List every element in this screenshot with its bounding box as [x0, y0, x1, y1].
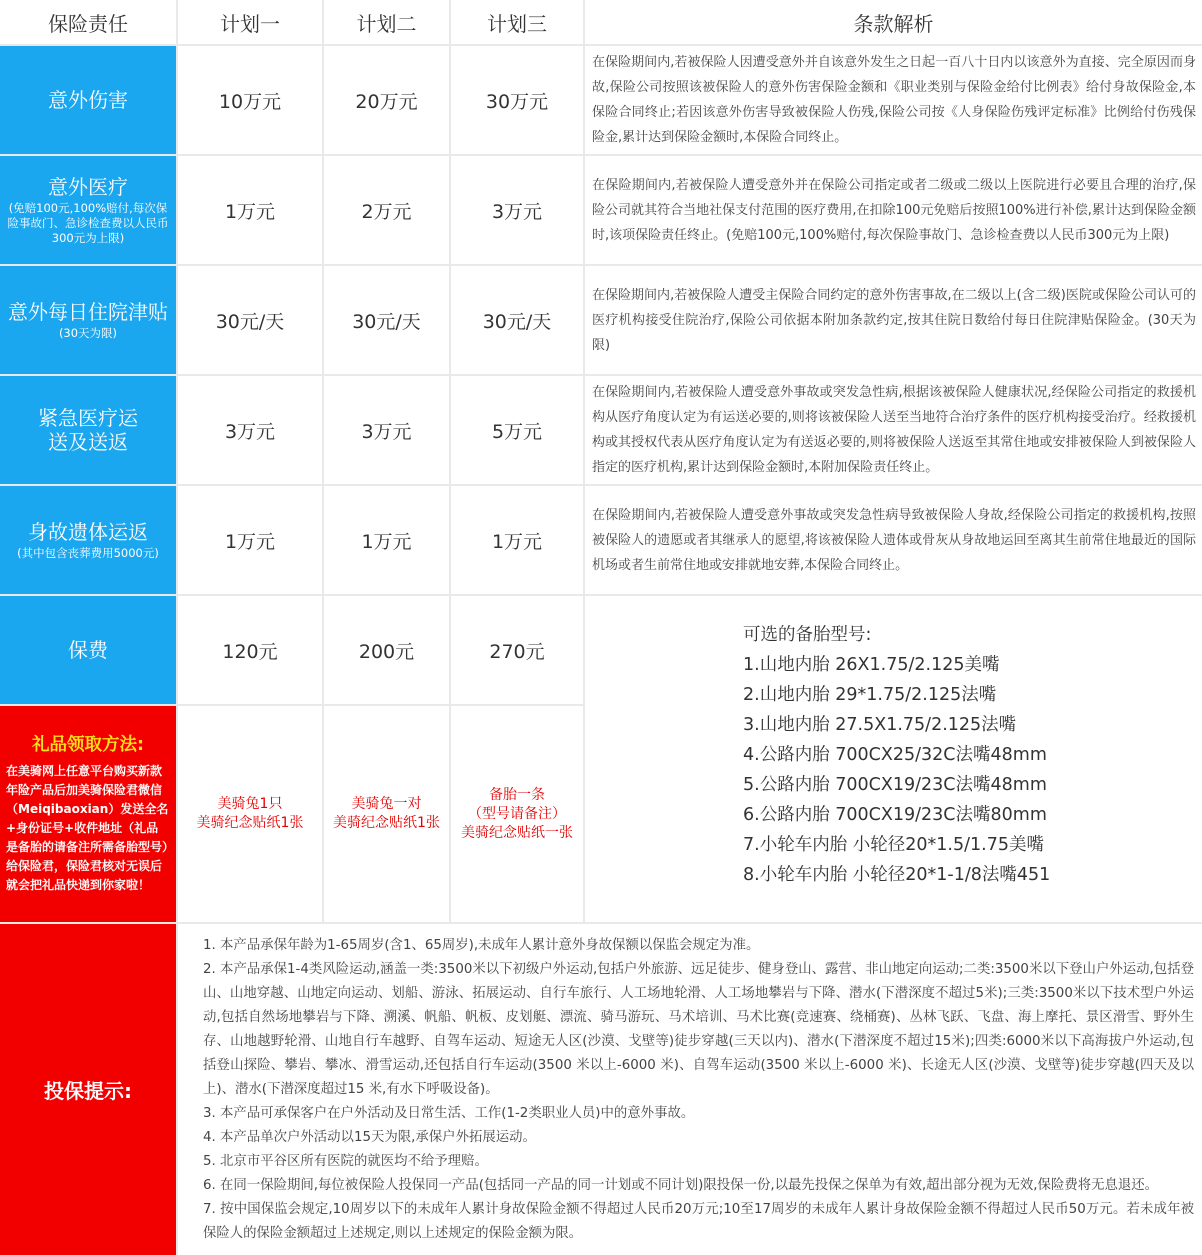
spare-tire-options — [585, 596, 1202, 922]
spare-tire-title: 可选的备胎型号: — [743, 625, 872, 645]
plan-1-value: 10万元 — [178, 46, 322, 154]
insurance-tips — [178, 924, 1202, 1255]
plan-3-value: 30万元 — [451, 46, 583, 154]
plan-3-value: 3万元 — [451, 156, 583, 264]
spare-tire-item: 2.山地内胎 29*1.75/2.125法嘴 — [743, 685, 997, 705]
spare-tire-item: 5.公路内胎 700CX19/23C法嘴48mm — [743, 775, 1047, 795]
tip-line: 5. 北京市平谷区所有医院的就医均不给予理赔。 — [203, 1153, 488, 1169]
tip-line: 6. 在同一保险期间,每位被保险人投保同一产品(包括同一产品的同一计划或不同计划)限投保一份,以最先投保之保单为有效,超出部分视为无效,保险费将无息退还。 — [203, 1177, 1159, 1193]
coverage-remains-repatriation — [0, 486, 176, 594]
gift-line: 美骑兔一对 — [351, 796, 422, 812]
tips-title: 投保提示: — [44, 1079, 132, 1103]
coverage-title: 意外每日住院津贴 — [8, 299, 168, 324]
clause-description — [585, 376, 1202, 484]
header-plan-3: 计划三 — [451, 0, 583, 44]
plan-3-value: 5万元 — [451, 376, 583, 484]
clause-text: 在保险期间内,若被保险人遭受意外并在保险公司指定或者二级或二级以上医院进行必要且合理的治疗,保险公司就其符合当地社保支付范围的医疗费用,在扣除100元免赔后按照100%进行补偿,累计达到保险金额时,该项保险责任终止。(免赔100元,100%赔付,每次保险事故门、急诊检查费以人民币300元为上限) — [592, 177, 1196, 243]
coverage-title: 意外伤害 — [48, 88, 128, 112]
spare-tire-item: 3.山地内胎 27.5X1.75/2.125法嘴 — [743, 715, 1017, 735]
spare-tire-item: 1.山地内胎 26X1.75/2.125美嘴 — [743, 655, 1000, 675]
gift-line: 备胎一条 — [489, 786, 545, 803]
plan-2-value: 1万元 — [324, 486, 449, 594]
clause-text: 在保险期间内,若被保险人因遭受意外并自该意外发生之日起一百八十日内以该意外为直接、完全原因而身故,保险公司按照该被保险人的意外伤害保险金额和《职业类别与保险金给付比例表》给付身故保险金,本保险合同终止;若因该意外伤害导致被保险人伤残,保险公司按《人身保险伤残评定标准》比例给付伤残保险金,累计达到保险金额时,本保险合同终止。 — [592, 55, 1196, 145]
plan-1-value: 1万元 — [178, 156, 322, 264]
gift-plan-3 — [451, 706, 583, 922]
header-clause-analysis: 条款解析 — [585, 0, 1202, 44]
clause-text: 在保险期间内,若被保险人遭受意外事故或突发急性病导致被保险人身故,经保险公司指定的救援机构,按照被保险人的遗愿或者其继承人的愿望,将该被保险人遗体或骨灰从身故地运回至离其生前常住地最近的国际机场或者生前常住地或安排就地安葬,本保险合同终止。 — [592, 507, 1196, 573]
gift-plan-1 — [178, 706, 322, 922]
premium-plan-3: 270元 — [451, 596, 583, 704]
spare-tire-item: 4.公路内胎 700CX25/32C法嘴48mm — [743, 745, 1047, 765]
gift-claim-method — [0, 706, 176, 922]
plan-2-value: 3万元 — [324, 376, 449, 484]
gift-line: 美骑纪念贴纸一张 — [461, 824, 573, 841]
gift-line: 美骑纪念贴纸1张 — [196, 815, 304, 831]
plan-3-value: 30元/天 — [451, 266, 583, 374]
plan-1-value: 30元/天 — [178, 266, 322, 374]
coverage-emergency-transport — [0, 376, 176, 484]
tip-line: 1. 本产品承保年龄为1-65周岁(含1、65周岁),未成年人累计意外身故保额以保监会规定为准。 — [203, 937, 760, 953]
header-coverage: 保险责任 — [0, 0, 176, 44]
coverage-subtitle: (免赔100元,100%赔付,每次保险事故门、急诊检查费以人民币300元为上限) — [7, 200, 169, 245]
plan-3-value: 1万元 — [451, 486, 583, 594]
plan-1-value: 1万元 — [178, 486, 322, 594]
clause-text: 在保险期间内,若被保险人遭受主保险合同约定的意外伤害事故,在二级以上(含二级)医院或保险公司认可的医疗机构接受住院治疗,保险公司依据本附加条款约定,按其住院日数给付每日住院津贴保险金。(30天为限) — [592, 287, 1196, 353]
coverage-subtitle: (其中包含丧葬费用5000元) — [17, 545, 159, 560]
coverage-title: 意外医疗 — [48, 174, 128, 199]
spare-tire-item: 7.小轮车内胎 小轮径20*1.5/1.75美嘴 — [743, 835, 1044, 855]
plan-2-value: 30元/天 — [324, 266, 449, 374]
tip-line: 4. 本产品单次户外活动以15天为限,承保户外拓展运动。 — [203, 1129, 536, 1145]
coverage-accident-medical — [0, 156, 176, 264]
insurance-tips-label — [0, 924, 176, 1255]
clause-description — [585, 486, 1202, 594]
tip-line: 2. 本产品承保1-4类风险运动,涵盖一类:3500米以下初级户外运动,包括户外旅游、远足徒步、健身登山、露营、非山地定向运动;二类:3500米以下登山户外运动,包括登山、山地穿越、山地定向运动、划船、游泳、拓展运动、自行车旅行、人工场地轮滑、人工场地攀岩与下降、潜水(下潜深度不超过5米);三类:3500米以下技术型户外运动,包括自然场地攀岩与下降、溯溪、帆船、帆板、皮划艇、漂流、骑马游玩、马术培训、马术比赛(竞速赛、绕桶赛)、丛林飞跃、飞盘、海上摩托、景区滑雪、野外生存、山地越野轮滑、山地自行车越野、自驾车运动、短途无人区(沙漠、戈壁等)徒步穿越(三天以内)、潜水(下潜深度不超过15米);四类:6000米以下高海拔户外运动,包括登山探险、攀岩、攀冰、滑雪运动,还包括自行车运动(3500 米以上-6000 米)、自驾车运动(3500 米以上-6000 米)、长途无人区(沙漠、戈壁等)徒步穿越(四天及以上)、潜水(下潜深度超过15 米,有水下呼吸设备)。 — [203, 961, 1194, 1097]
clause-text: 在保险期间内,若被保险人遭受意外事故或突发急性病,根据该被保险人健康状况,经保险公司指定的救援机构从医疗角度认定为有运送必要的,则将该被保险人送至当地符合治疗条件的医疗机构接受治疗。经救援机构或其授权代表从医疗角度认定为有送返必要的,则将被保险人送返至其常住地或安排被保险人到被保险人指定的医疗机构,累计达到保险金额时,本附加保险责任终止。 — [592, 385, 1196, 475]
gift-instructions: 在美骑网上任意平台购买新款年险产品后加美骑保险君微信（Meiqibaoxian）发送全名+身份证号+收件地址（礼品是备胎的请备注所需备胎型号）给保险君，保险君核对无误后就会把礼品快递到你家啦！ — [6, 763, 169, 892]
plan-2-value: 20万元 — [324, 46, 449, 154]
gift-line: 美骑纪念贴纸1张 — [333, 815, 440, 831]
spare-tire-item: 6.公路内胎 700CX19/23C法嘴80mm — [743, 805, 1047, 825]
gift-line: （型号请备注） — [468, 805, 566, 822]
coverage-hospital-allowance — [0, 266, 176, 374]
tip-line: 3. 本产品可承保客户在户外活动及日常生活、工作(1-2类职业人员)中的意外事故。 — [203, 1105, 695, 1121]
header-plan-2: 计划二 — [324, 0, 449, 44]
clause-description — [585, 156, 1202, 264]
clause-description — [585, 266, 1202, 374]
premium-plan-1: 120元 — [178, 596, 322, 704]
coverage-accident-injury — [0, 46, 176, 154]
spare-tire-item: 8.小轮车内胎 小轮径20*1-1/8法嘴451 — [743, 865, 1051, 885]
clause-description — [585, 46, 1202, 154]
plan-2-value: 2万元 — [324, 156, 449, 264]
header-plan-1: 计划一 — [178, 0, 322, 44]
coverage-title: 紧急医疗运送及送返 — [38, 406, 138, 454]
premium-plan-2: 200元 — [324, 596, 449, 704]
gift-line: 美骑兔1只 — [217, 796, 283, 812]
tip-line: 7. 按中国保监会规定,10周岁以下的未成年人累计身故保险金额不得超过人民币20万元;10至17周岁的未成年人累计身故保险金额不得超过人民币50万元。若未成年被保险人的保险金额超过上述规定,则以上述规定的保险金额为限。 — [203, 1201, 1194, 1241]
coverage-title: 身故遗体运返 — [28, 519, 148, 544]
premium-label — [0, 596, 176, 704]
gift-title: 礼品领取方法: — [32, 734, 144, 755]
premium-title: 保费 — [68, 638, 108, 662]
coverage-subtitle: (30天为限) — [58, 325, 118, 340]
gift-plan-2 — [324, 706, 449, 922]
plan-1-value: 3万元 — [178, 376, 322, 484]
